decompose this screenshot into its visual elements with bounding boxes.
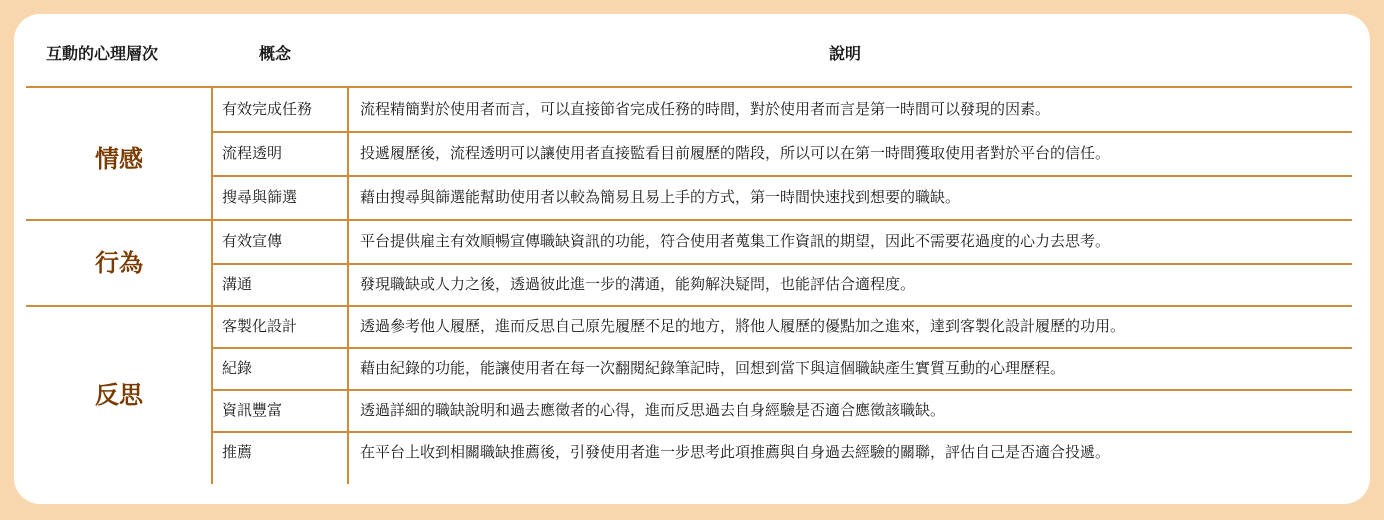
description-cell: 發現職缺或人力之後，透過彼此進一步的溝通，能夠解決疑問，也能評估合適程度。: [360, 275, 916, 293]
header-concept: 概念: [259, 44, 292, 63]
row-divider: [212, 347, 1352, 349]
description-cell: 平台提供雇主有效順暢宣傳職缺資訊的功能，符合使用者蒐集工作資訊的期望，因此不需要花過度的心力去思考。: [360, 232, 1111, 250]
group-label-emotion: 情感: [95, 145, 143, 173]
row-divider: [212, 389, 1352, 391]
header-rule: [26, 86, 1352, 88]
concept-cell: 溝通: [222, 275, 253, 293]
header-description: 說明: [829, 44, 862, 63]
header-level: 互動的心理層次: [46, 44, 159, 63]
group-label-behavior: 行為: [95, 249, 143, 277]
concept-cell: 客製化設計: [222, 317, 298, 335]
row-divider: [212, 131, 1352, 133]
group-label-reflection: 反思: [95, 381, 143, 409]
row-divider: [212, 175, 1352, 177]
concept-cell: 有效宣傳: [222, 232, 283, 250]
concept-cell: 流程透明: [222, 144, 283, 162]
concept-cell: 有效完成任務: [222, 100, 313, 118]
description-cell: 投遞履歷後，流程透明可以讓使用者直接監看目前履歷的階段，所以可以在第一時間獲取使用者對於平台的信任。: [360, 144, 1111, 162]
group-divider: [26, 219, 1352, 221]
column-divider-concept: [347, 88, 349, 484]
group-divider: [26, 305, 1352, 307]
description-cell: 藉由搜尋與篩選能幫助使用者以較為簡易且易上手的方式，第一時間快速找到想要的職缺。: [360, 188, 961, 206]
description-cell: 透過詳細的職缺說明和過去應徵者的心得，進而反思過去自身經驗是否適合應徵該職缺。: [360, 401, 946, 419]
description-cell: 流程精簡對於使用者而言，可以直接節省完成任務的時間，對於使用者而言是第一時間可以發現的因素。: [360, 100, 1051, 118]
concept-cell: 搜尋與篩選: [222, 188, 298, 206]
concept-cell: 紀錄: [222, 359, 253, 377]
concept-cell: 推薦: [222, 443, 253, 461]
description-cell: 藉由紀錄的功能，能讓使用者在每一次翻閱紀錄筆記時，回想到當下與這個職缺產生實質互動的心理歷程。: [360, 359, 1066, 377]
row-divider: [212, 263, 1352, 265]
description-cell: 透過參考他人履歷，進而反思自己原先履歷不足的地方，將他人履歷的優點加之進來，達到客製化設計履歷的功用。: [360, 317, 1126, 335]
concept-cell: 資訊豐富: [222, 401, 283, 419]
description-cell: 在平台上收到相關職缺推薦後，引發使用者進一步思考此項推薦與自身過去經驗的關聯，評估自己是否適合投遞。: [360, 443, 1111, 461]
row-divider: [212, 431, 1352, 433]
